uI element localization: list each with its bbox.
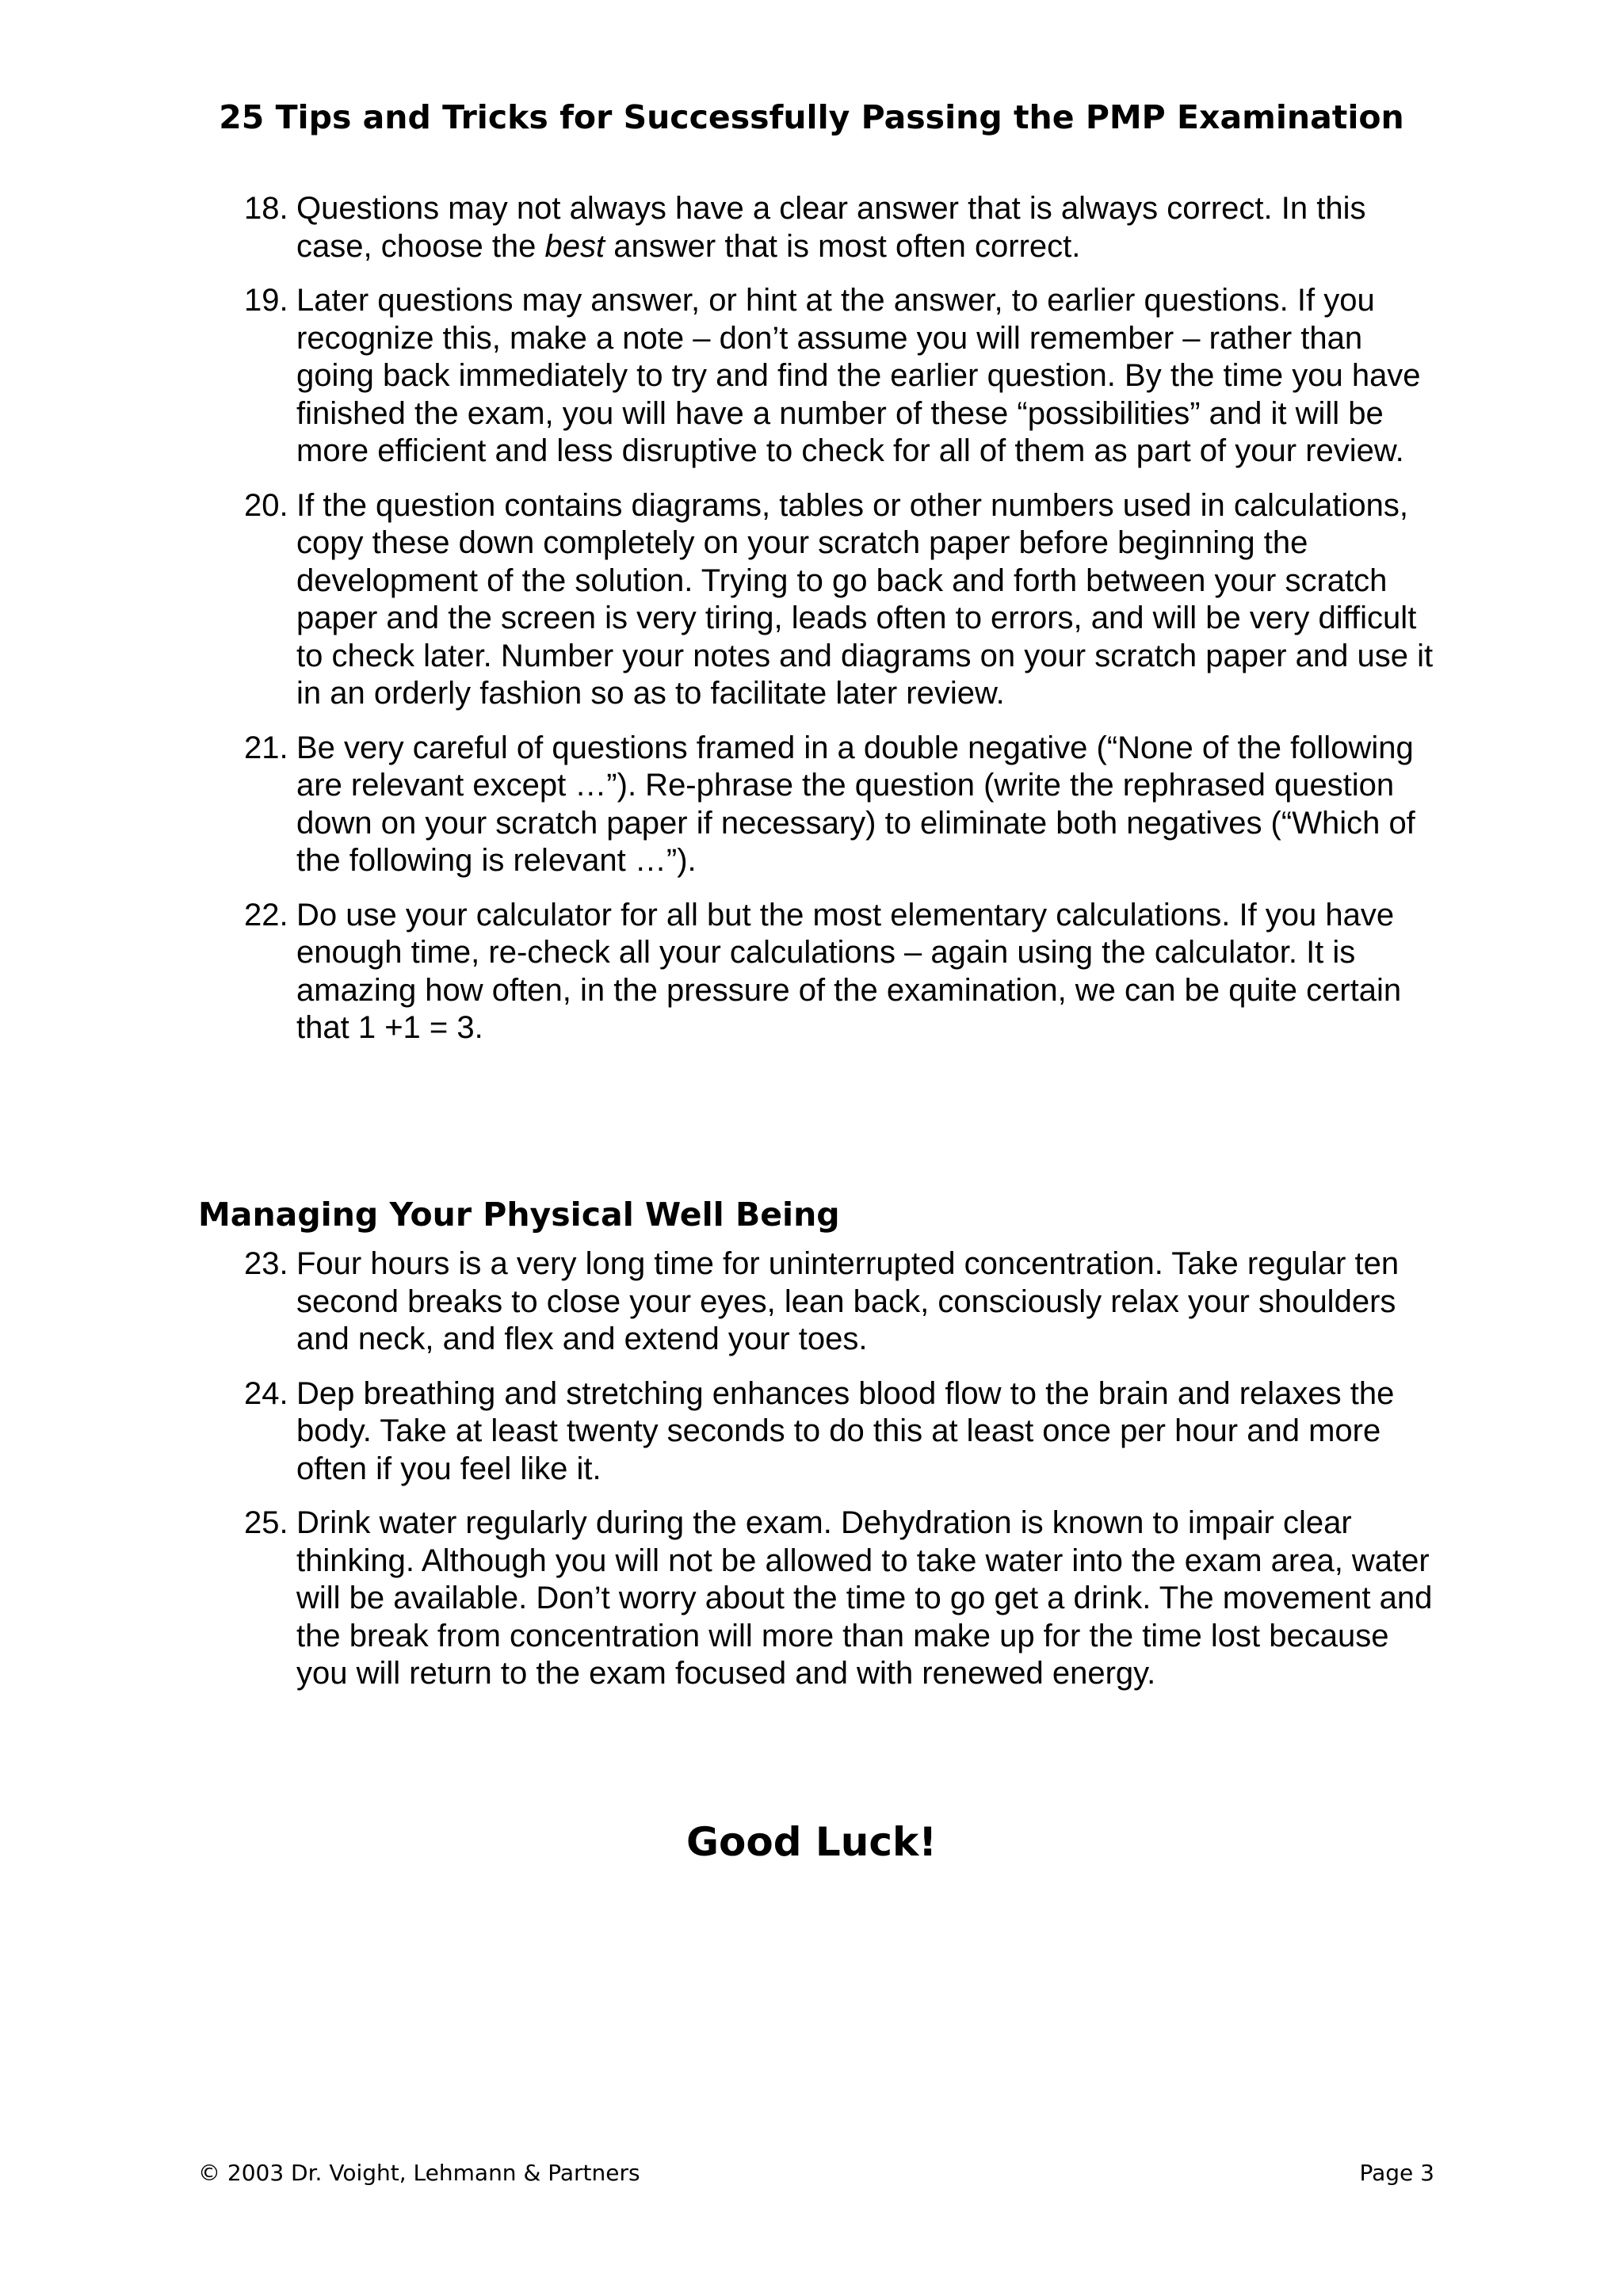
page-title: 25 Tips and Tricks for Successfully Passing the PMP Examination xyxy=(219,98,1404,136)
list-item-23 xyxy=(244,1245,1449,1359)
item-number: 22. xyxy=(244,897,288,933)
item-text-emphasis: best xyxy=(544,228,605,264)
item-number: 24. xyxy=(244,1375,288,1411)
item-text: Drink water regularly during the exam. Dehydration is known to impair clear thinking. Although you will not be allowed to take water into the exam area, water will be available. Don’t worry about the time to go get a drink. The movement and the break from concentration will more than make up for the time lost because you will return to the exam focused and with renewed energy. xyxy=(296,1505,1433,1691)
item-text: Be very careful of questions framed in a double negative (“None of the following are relevant except …”). Re-phrase the question (write the rephrased question down on your scratch paper if necessary) to eliminate both negatives (“Which of the following is relevant …”). xyxy=(296,730,1415,878)
item-text: Dep breathing and stretching enhances blood flow to the brain and relaxes the body. Take at least twenty seconds to do this at least once per hour and more often if you feel like it. xyxy=(296,1375,1395,1486)
item-number: 19. xyxy=(244,283,288,318)
item-text: Do use your calculator for all but the most elementary calculations. If you have enough time, re-check all your calculations – again using the calculator. It is amazing how often, in the pressure of the examination, we can be quite certain that 1 +1 = 3. xyxy=(296,897,1402,1045)
section-heading: Managing Your Physical Well Being xyxy=(198,1196,840,1234)
footer-page-number: Page 3 xyxy=(1359,2160,1434,2186)
item-text-part: answer that is most often correct. xyxy=(605,228,1081,264)
list-item-24 xyxy=(244,1375,1449,1489)
list-item-18 xyxy=(244,190,1449,265)
item-number: 25. xyxy=(244,1505,288,1540)
list-item-22 xyxy=(244,897,1449,1047)
item-text-part: Questions may not always have a clear answer that is always correct. In this case, choose the xyxy=(296,191,1366,264)
item-text: Later questions may answer, or hint at the answer, to earlier questions. If you recognize this, make a note – don’t assume you will remember – rather than going back immediately to try and find the earlier question. By the time you have finished the exam, you will have a number of these “possibilities” and it will be more efficient and less disruptive to check for all of them as part of your review. xyxy=(296,283,1421,468)
closing-message: Good Luck! xyxy=(685,1819,938,1865)
list-item-21 xyxy=(244,730,1449,880)
item-text: Four hours is a very long time for uninterrupted concentration. Take regular ten second breaks to close your eyes, lean back, consciously relax your shoulders and neck, and flex and extend your toes. xyxy=(296,1246,1400,1356)
item-number: 20. xyxy=(244,487,288,523)
item-number: 21. xyxy=(244,730,288,765)
list-item-19 xyxy=(244,282,1449,471)
tips-list-exam-strategy xyxy=(244,190,1449,1064)
page-footer xyxy=(198,2159,1434,2187)
item-text: If the question contains diagrams, tables or other numbers used in calculations, copy these down completely on your scratch paper before beginning the development of the solution. Trying to go back and forth between your scratch paper and the screen is very tiring, leads often to errors, and will be very difficult to check later. Number your notes and diagrams on your scratch paper and use it in an orderly fashion so as to facilitate later review. xyxy=(296,487,1434,711)
tips-list-physical-well-being xyxy=(244,1245,1449,1710)
list-item-25 xyxy=(244,1505,1449,1693)
item-number: 23. xyxy=(244,1246,288,1281)
item-number: 18. xyxy=(244,191,288,226)
footer-copyright: © 2003 Dr. Voight, Lehmann & Partners xyxy=(198,2160,640,2186)
list-item-20 xyxy=(244,487,1449,713)
item-text xyxy=(296,190,1449,265)
